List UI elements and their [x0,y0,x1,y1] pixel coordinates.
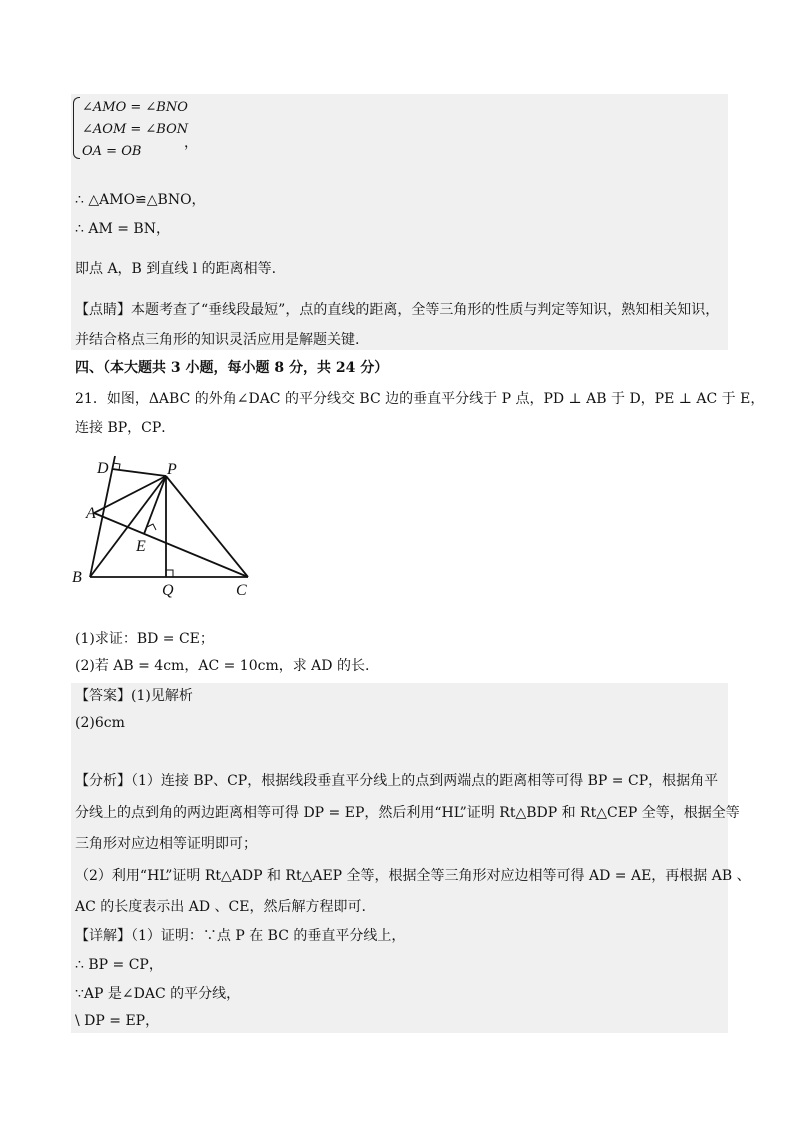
problem-line-2: 连接 BP，CP． [75,420,176,436]
answer-line-1: 【答案】(1)见解析 [75,688,193,704]
system-comma: ， [184,135,198,151]
label-e: E [136,538,146,555]
system-line-3: OA = OB [82,144,142,159]
answer-line-2: (2)6cm [75,715,125,731]
detail-line-4: \ DP = EP， [75,1013,160,1029]
conclusion-text: 即点 A，B 到直线 l 的距离相等. [75,261,277,277]
question-2: (2)若 AB = 4cm，AC = 10cm，求 AD 的长. [75,658,370,674]
answer-block [71,683,728,1033]
comment-line-2: 并结合格点三角形的知识灵活应用是解题关键. [75,332,360,348]
detail-line-3: ∵AP 是∠DAC 的平分线， [75,986,241,1002]
label-p: P [167,461,177,478]
problem-line-1: 21．如图，ΔABC 的外角∠DAC 的平分线交 BC 边的垂直平分线于 P 点，PD ⊥ AB 于 D，PE ⊥ AC 于 E， [75,391,765,407]
label-a: A [86,505,96,522]
system-line-1: ∠AMO = ∠BNO [82,100,188,115]
analysis-line-2: 分线上的点到角的两边距离相等可得 DP = EP，然后利用“HL”证明 Rt△BDP 和 Rt△CEP 全等，根据全等 [75,805,740,821]
equation-system-brace [73,97,80,159]
am-equals-bn: ∴ AM = BN， [75,221,170,237]
congruence-statement: ∴ △AMO≌△BNO， [75,192,206,208]
question-1: (1)求证：BD = CE； [75,631,214,647]
label-q: Q [162,582,174,599]
detail-line-1: 【详解】（1）证明：∵点 P 在 BC 的垂直平分线上， [75,928,406,944]
analysis-line-3: 三角形对应边相等证明即可； [75,836,257,852]
section-heading: 四、（本大题共 3 小题，每小题 8 分，共 24 分） [75,360,389,376]
analysis-line-1: 【分析】（1）连接 BP、CP，根据线段垂直平分线上的点到两端点的距离相等可得 BP = CP，根据角平 [75,773,719,789]
label-d: D [97,460,109,477]
analysis-line-5: AC 的长度表示出 AD 、CE，然后解方程即可. [75,899,366,915]
comment-line-1: 【点睛】本题考查了“垂线段最短”，点的直线的距离，全等三角形的性质与判定等知识，熟知相关知识， [75,302,720,318]
analysis-line-4: （2）利用“HL”证明 Rt△ADP 和 Rt△AEP 全等，根据全等三角形对应边相等可得 AD = AE，再根据 AB 、 [75,868,751,884]
label-b: B [72,569,82,586]
system-line-2: ∠AOM = ∠BON [82,122,189,137]
label-c: C [236,582,247,599]
detail-line-2: ∴ BP = CP， [75,957,163,973]
triangle-figure [70,453,270,603]
